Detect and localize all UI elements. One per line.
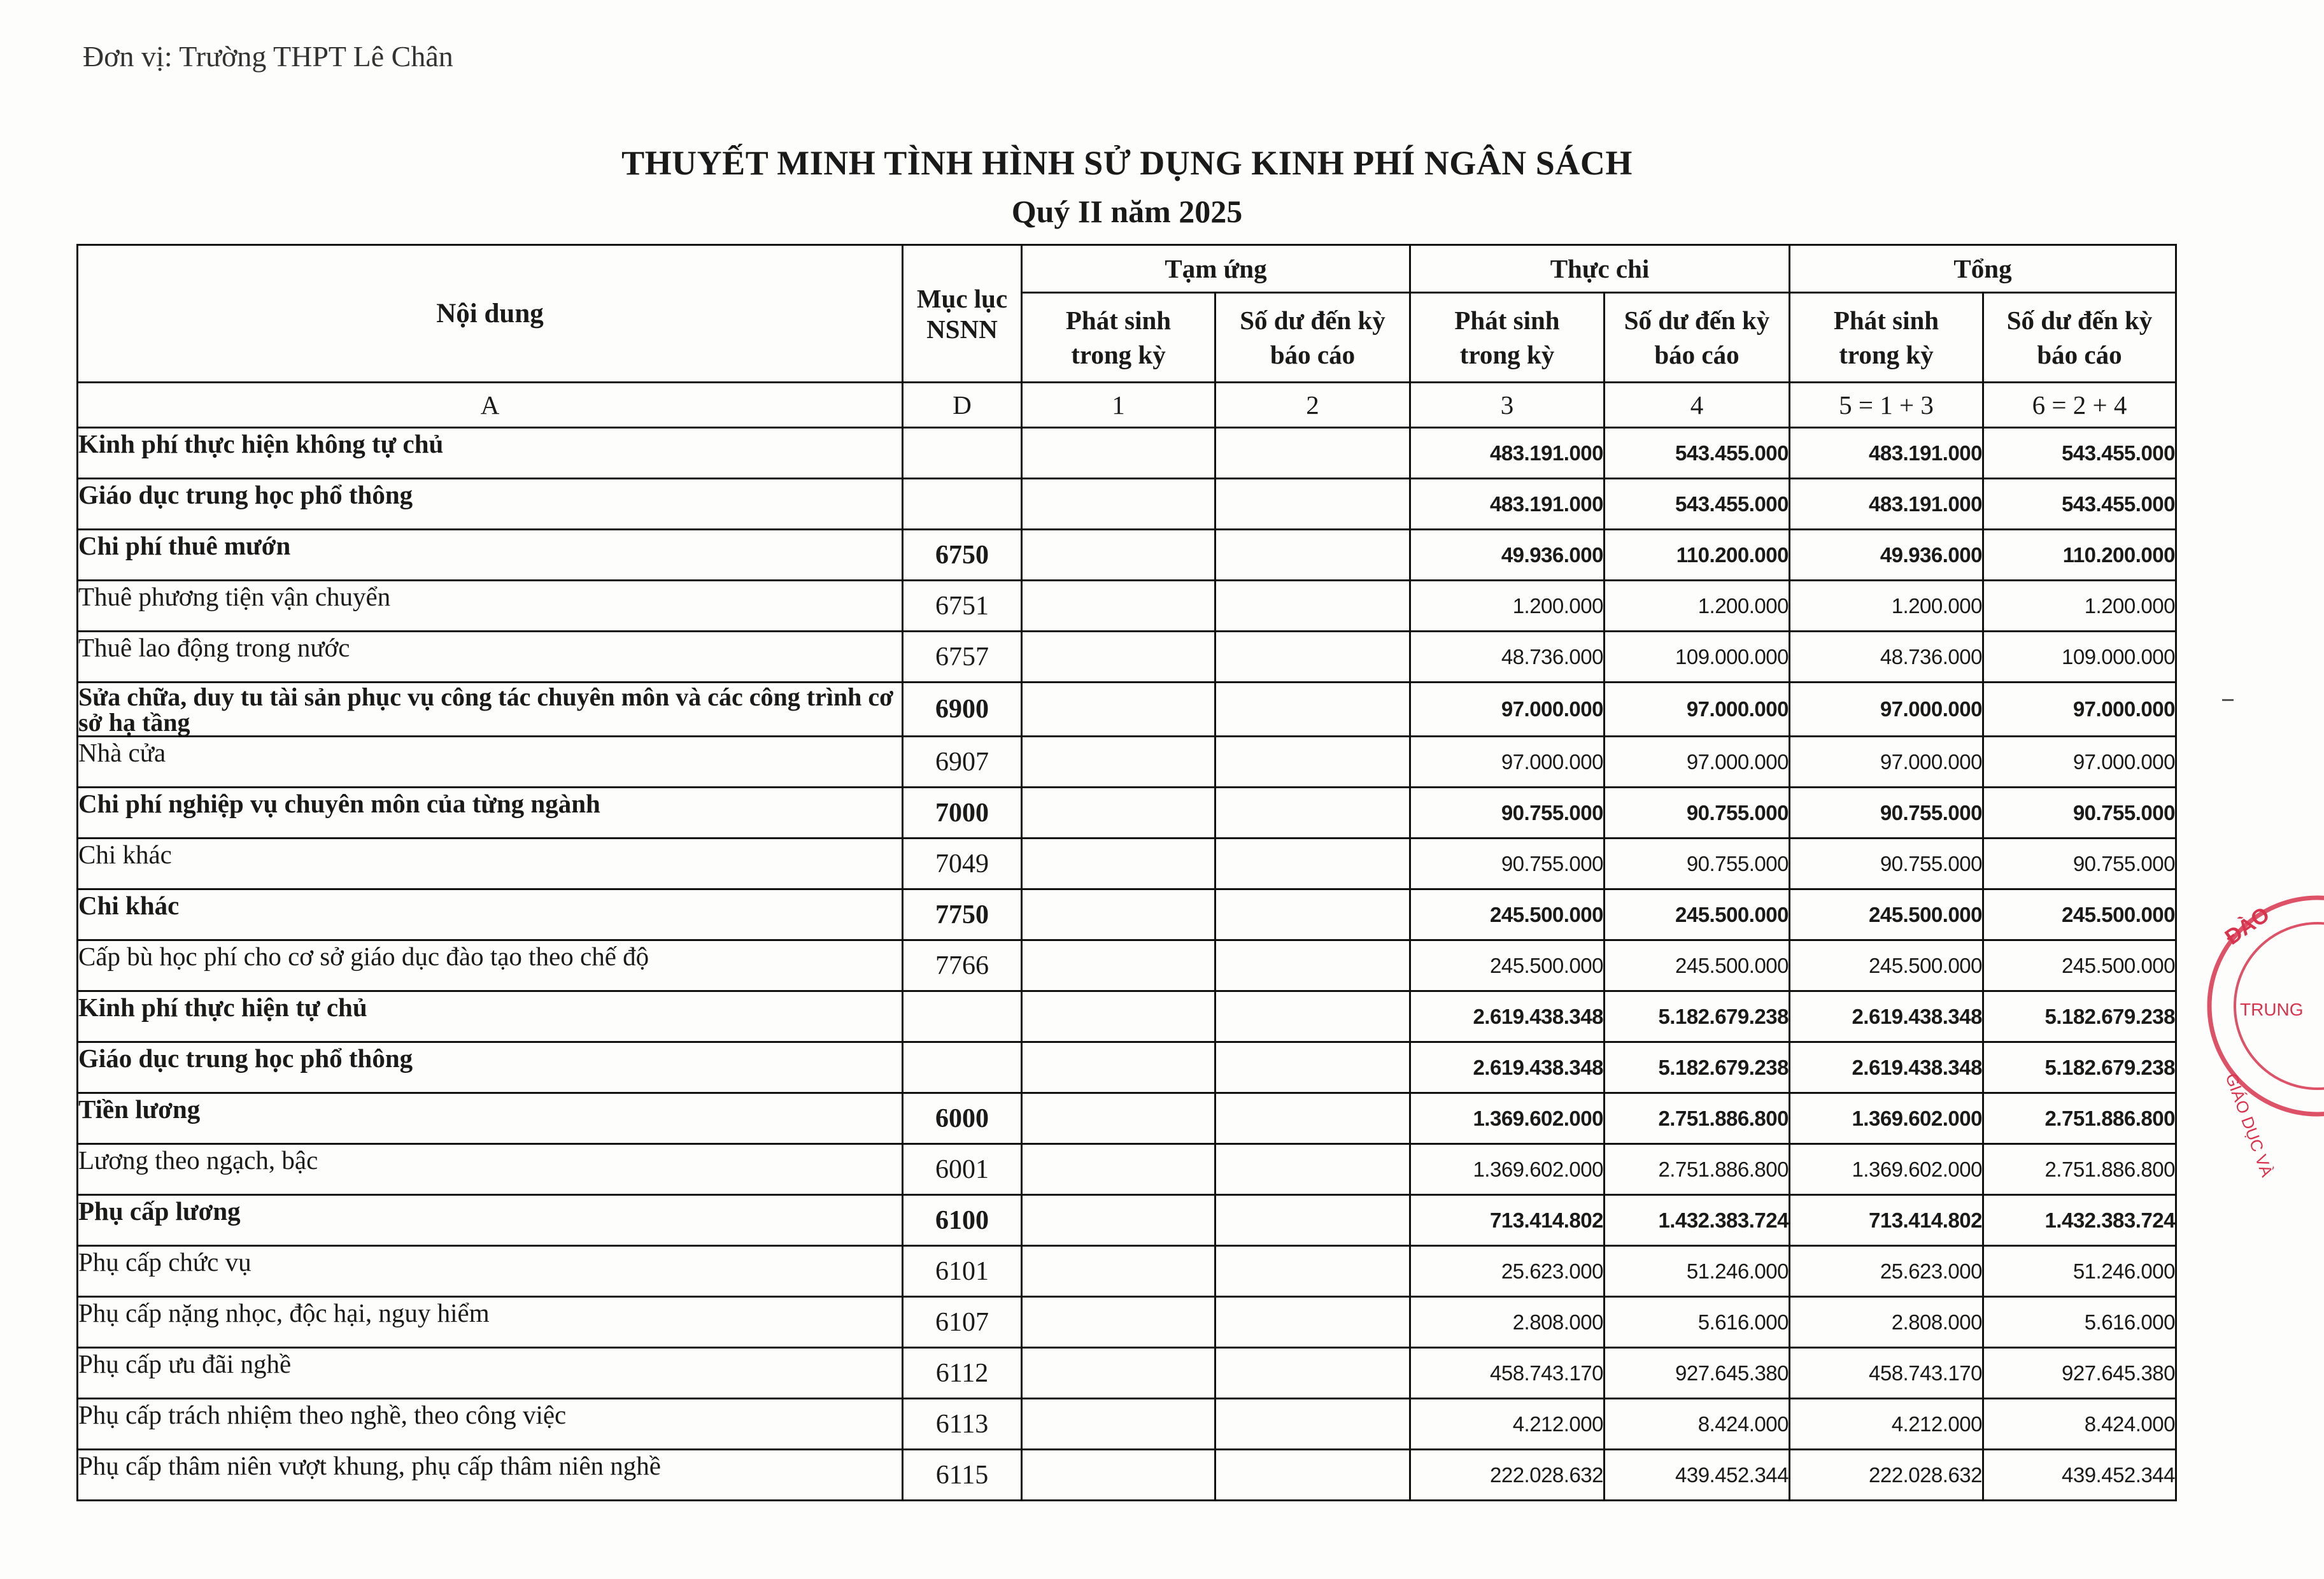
row-code: 7049	[903, 839, 1022, 889]
row-value	[1022, 839, 1215, 889]
row-value: 927.645.380	[1605, 1348, 1790, 1399]
row-value	[1022, 1297, 1215, 1348]
row-value: 483.191.000	[1790, 479, 1983, 530]
row-value: 90.755.000	[1790, 788, 1983, 839]
table-row	[78, 1195, 2176, 1246]
row-name: Chi phí thuê mướn	[78, 530, 903, 581]
row-value: 2.751.886.800	[1605, 1144, 1790, 1195]
header-phat-sinh: Phát sinh trong kỳ	[1790, 293, 1983, 383]
row-value	[1022, 991, 1215, 1042]
index-cell: 4	[1605, 383, 1790, 428]
row-value: 51.246.000	[1983, 1246, 2176, 1297]
stamp-text: GIÁO DỤC VÀ	[2221, 1070, 2277, 1180]
table-row	[78, 632, 2176, 683]
row-value	[1022, 889, 1215, 940]
row-value: 483.191.000	[1410, 428, 1605, 479]
row-value	[1022, 1399, 1215, 1450]
document-title: THUYẾT MINH TÌNH HÌNH SỬ DỤNG KINH PHÍ NGÂN SÁCH	[621, 144, 1633, 182]
row-value: 8.424.000	[1605, 1399, 1790, 1450]
row-value	[1215, 581, 1410, 632]
header-thuc-chi: Thực chi	[1410, 245, 1790, 293]
row-value: 458.743.170	[1790, 1348, 1983, 1399]
table-row	[78, 683, 2176, 737]
table-row	[78, 940, 2176, 991]
row-value	[1022, 632, 1215, 683]
row-name: Phụ cấp lương	[78, 1195, 903, 1246]
table-row	[78, 788, 2176, 839]
row-value: 4.212.000	[1410, 1399, 1605, 1450]
row-name: Thuê phương tiện vận chuyển	[78, 581, 903, 632]
row-value: 543.455.000	[1983, 428, 2176, 479]
row-code: 6107	[903, 1297, 1022, 1348]
row-value: 1.369.602.000	[1410, 1093, 1605, 1144]
row-value: 110.200.000	[1983, 530, 2176, 581]
row-value: 109.000.000	[1605, 632, 1790, 683]
row-value	[1022, 737, 1215, 788]
header-tam-ung: Tạm ứng	[1022, 245, 1410, 293]
row-code: 6113	[903, 1399, 1022, 1450]
row-value: 48.736.000	[1410, 632, 1605, 683]
row-value	[1022, 1450, 1215, 1501]
row-value	[1022, 940, 1215, 991]
index-cell: D	[903, 383, 1022, 428]
row-name: Chi phí nghiệp vụ chuyên môn của từng ngành	[78, 788, 903, 839]
row-value: 5.616.000	[1605, 1297, 1790, 1348]
row-value: 110.200.000	[1605, 530, 1790, 581]
row-value	[1215, 632, 1410, 683]
row-value: 97.000.000	[1410, 683, 1605, 737]
row-value: 543.455.000	[1983, 479, 2176, 530]
row-value	[1215, 940, 1410, 991]
table-row	[78, 428, 2176, 479]
document-subtitle: Quý II năm 2025	[1011, 194, 1243, 229]
row-value: 2.619.438.348	[1790, 991, 1983, 1042]
row-value	[1022, 1348, 1215, 1399]
table-row	[78, 1246, 2176, 1297]
row-value	[1022, 1144, 1215, 1195]
index-cell: 6 = 2 + 4	[1983, 383, 2176, 428]
row-value: 543.455.000	[1605, 479, 1790, 530]
row-value: 90.755.000	[1605, 839, 1790, 889]
row-value: 222.028.632	[1790, 1450, 1983, 1501]
row-value: 49.936.000	[1790, 530, 1983, 581]
row-code: 6001	[903, 1144, 1022, 1195]
row-value	[1215, 1093, 1410, 1144]
row-value	[1215, 839, 1410, 889]
row-value	[1215, 1450, 1410, 1501]
stamp-text: ĐÀO	[2220, 902, 2274, 950]
table-row	[78, 1042, 2176, 1093]
row-value: 51.246.000	[1605, 1246, 1790, 1297]
row-value: 90.755.000	[1605, 788, 1790, 839]
row-value: 2.619.438.348	[1410, 1042, 1605, 1093]
row-value: 1.369.602.000	[1790, 1093, 1983, 1144]
row-value: 2.808.000	[1410, 1297, 1605, 1348]
row-value	[1022, 683, 1215, 737]
row-value: 245.500.000	[1790, 889, 1983, 940]
row-value: 1.432.383.724	[1605, 1195, 1790, 1246]
row-value: 97.000.000	[1790, 683, 1983, 737]
row-value: 1.200.000	[1410, 581, 1605, 632]
budget-table	[76, 244, 2177, 1501]
row-name: Kinh phí thực hiện tự chủ	[78, 991, 903, 1042]
table-row	[78, 1399, 2176, 1450]
row-name: Cấp bù học phí cho cơ sở giáo dục đào tạo theo chế độ	[78, 940, 903, 991]
row-value	[1022, 1042, 1215, 1093]
row-name: Chi khác	[78, 839, 903, 889]
row-value: 97.000.000	[1790, 737, 1983, 788]
header-phat-sinh: Phát sinh trong kỳ	[1410, 293, 1605, 383]
table-row	[78, 991, 2176, 1042]
row-code	[903, 991, 1022, 1042]
row-code: 6115	[903, 1450, 1022, 1501]
row-value: 4.212.000	[1790, 1399, 1983, 1450]
row-value: 927.645.380	[1983, 1348, 2176, 1399]
table-row	[78, 737, 2176, 788]
row-value: 90.755.000	[1410, 788, 1605, 839]
row-value: 97.000.000	[1605, 737, 1790, 788]
row-value: 1.200.000	[1983, 581, 2176, 632]
official-stamp	[2165, 885, 2324, 1180]
row-value	[1215, 1042, 1410, 1093]
row-code: 7750	[903, 889, 1022, 940]
row-value	[1215, 991, 1410, 1042]
row-value	[1215, 530, 1410, 581]
row-value	[1215, 1348, 1410, 1399]
row-value: 2.619.438.348	[1410, 991, 1605, 1042]
row-code	[903, 479, 1022, 530]
row-value	[1022, 428, 1215, 479]
row-value: 439.452.344	[1605, 1450, 1790, 1501]
row-name: Kinh phí thực hiện không tự chủ	[78, 428, 903, 479]
row-value: 713.414.802	[1410, 1195, 1605, 1246]
row-value	[1022, 530, 1215, 581]
row-value	[1215, 1144, 1410, 1195]
row-value	[1215, 889, 1410, 940]
row-name: Phụ cấp trách nhiệm theo nghề, theo công việc	[78, 1399, 903, 1450]
row-name: Phụ cấp ưu đãi nghề	[78, 1348, 903, 1399]
row-value	[1215, 1399, 1410, 1450]
row-value: 2.751.886.800	[1983, 1144, 2176, 1195]
row-value	[1215, 1246, 1410, 1297]
unit-name: Đơn vị: Trường THPT Lê Chân	[83, 40, 453, 73]
table-row	[78, 889, 2176, 940]
index-cell: 5 = 1 + 3	[1790, 383, 1983, 428]
row-name: Phụ cấp thâm niên vượt khung, phụ cấp thâm niên nghề	[78, 1450, 903, 1501]
row-value: 5.182.679.238	[1983, 1042, 2176, 1093]
row-value	[1215, 737, 1410, 788]
row-value: 1.369.602.000	[1790, 1144, 1983, 1195]
row-value	[1215, 1297, 1410, 1348]
header-so-du: Số dư đến kỳ báo cáo	[1605, 293, 1790, 383]
row-name: Phụ cấp nặng nhọc, độc hại, nguy hiểm	[78, 1297, 903, 1348]
index-cell: 3	[1410, 383, 1605, 428]
row-value: 222.028.632	[1410, 1450, 1605, 1501]
row-value: 97.000.000	[1410, 737, 1605, 788]
row-value: 713.414.802	[1790, 1195, 1983, 1246]
row-value	[1215, 788, 1410, 839]
row-value: 5.616.000	[1983, 1297, 2176, 1348]
row-value	[1215, 683, 1410, 737]
row-code: 6750	[903, 530, 1022, 581]
header-so-du: Số dư đến kỳ báo cáo	[1215, 293, 1410, 383]
row-value	[1215, 1195, 1410, 1246]
row-name: Nhà cửa	[78, 737, 903, 788]
row-name: Sửa chữa, duy tu tài sản phục vụ công tác chuyên môn và các công trình cơ sở hạ tầng	[78, 683, 903, 737]
row-value	[1022, 1093, 1215, 1144]
row-code: 6112	[903, 1348, 1022, 1399]
row-value: 49.936.000	[1410, 530, 1605, 581]
row-value: 97.000.000	[1983, 737, 2176, 788]
table-row	[78, 839, 2176, 889]
table-row	[78, 1297, 2176, 1348]
row-value: 90.755.000	[1983, 788, 2176, 839]
header-so-du: Số dư đến kỳ báo cáo	[1983, 293, 2176, 383]
index-cell: 1	[1022, 383, 1215, 428]
header-tong: Tổng	[1790, 245, 2176, 293]
row-value: 90.755.000	[1790, 839, 1983, 889]
row-value: 5.182.679.238	[1605, 991, 1790, 1042]
row-code: 7000	[903, 788, 1022, 839]
row-value: 1.200.000	[1790, 581, 1983, 632]
row-value: 245.500.000	[1605, 940, 1790, 991]
row-value	[1022, 479, 1215, 530]
row-value: 245.500.000	[1605, 889, 1790, 940]
row-value	[1022, 788, 1215, 839]
row-name: Chi khác	[78, 889, 903, 940]
row-value: 1.200.000	[1605, 581, 1790, 632]
header-noi-dung: Nội dung	[78, 245, 903, 383]
row-name: Phụ cấp chức vụ	[78, 1246, 903, 1297]
row-name: Giáo dục trung học phổ thông	[78, 1042, 903, 1093]
row-value: 97.000.000	[1983, 683, 2176, 737]
row-code: 6900	[903, 683, 1022, 737]
row-code: 6751	[903, 581, 1022, 632]
row-value: 439.452.344	[1983, 1450, 2176, 1501]
stamp-text: TRUNG	[2240, 1000, 2304, 1019]
row-value: 109.000.000	[1983, 632, 2176, 683]
row-value: 8.424.000	[1983, 1399, 2176, 1450]
row-value: 2.751.886.800	[1605, 1093, 1790, 1144]
row-value	[1215, 479, 1410, 530]
row-value	[1215, 428, 1410, 479]
row-value: 97.000.000	[1605, 683, 1790, 737]
row-value: 2.808.000	[1790, 1297, 1983, 1348]
row-value	[1022, 1246, 1215, 1297]
row-code: 6000	[903, 1093, 1022, 1144]
row-value: 245.500.000	[1983, 889, 2176, 940]
row-value: 2.619.438.348	[1790, 1042, 1983, 1093]
row-value: 5.182.679.238	[1605, 1042, 1790, 1093]
row-value: 5.182.679.238	[1983, 991, 2176, 1042]
row-name: Lương theo ngạch, bậc	[78, 1144, 903, 1195]
row-value: 483.191.000	[1410, 479, 1605, 530]
row-value: 245.500.000	[1410, 889, 1605, 940]
row-value: 48.736.000	[1790, 632, 1983, 683]
table-row	[78, 530, 2176, 581]
row-code	[903, 428, 1022, 479]
row-code: 6100	[903, 1195, 1022, 1246]
row-value: 245.500.000	[1790, 940, 1983, 991]
row-code: 6101	[903, 1246, 1022, 1297]
index-cell: 2	[1215, 383, 1410, 428]
row-name: Tiền lương	[78, 1093, 903, 1144]
page-edge-mark	[2222, 699, 2234, 701]
header-phat-sinh: Phát sinh trong kỳ	[1022, 293, 1215, 383]
row-value: 245.500.000	[1983, 940, 2176, 991]
index-cell: A	[78, 383, 903, 428]
row-value: 25.623.000	[1410, 1246, 1605, 1297]
row-name: Giáo dục trung học phổ thông	[78, 479, 903, 530]
row-value: 25.623.000	[1790, 1246, 1983, 1297]
row-value: 90.755.000	[1983, 839, 2176, 889]
row-value	[1022, 1195, 1215, 1246]
table-row	[78, 1348, 2176, 1399]
row-value: 543.455.000	[1605, 428, 1790, 479]
row-name: Thuê lao động trong nước	[78, 632, 903, 683]
table-row	[78, 581, 2176, 632]
table-row	[78, 1093, 2176, 1144]
table-row	[78, 1450, 2176, 1501]
row-value: 458.743.170	[1410, 1348, 1605, 1399]
row-value: 2.751.886.800	[1983, 1093, 2176, 1144]
row-value: 245.500.000	[1410, 940, 1605, 991]
row-value: 1.369.602.000	[1410, 1144, 1605, 1195]
row-code: 7766	[903, 940, 1022, 991]
table-row	[78, 479, 2176, 530]
table-row	[78, 1144, 2176, 1195]
row-value: 483.191.000	[1790, 428, 1983, 479]
header-muc-luc: Mục lục NSNN	[903, 245, 1022, 383]
row-code: 6757	[903, 632, 1022, 683]
row-value: 90.755.000	[1410, 839, 1605, 889]
row-code	[903, 1042, 1022, 1093]
row-value	[1022, 581, 1215, 632]
row-value: 1.432.383.724	[1983, 1195, 2176, 1246]
row-code: 6907	[903, 737, 1022, 788]
